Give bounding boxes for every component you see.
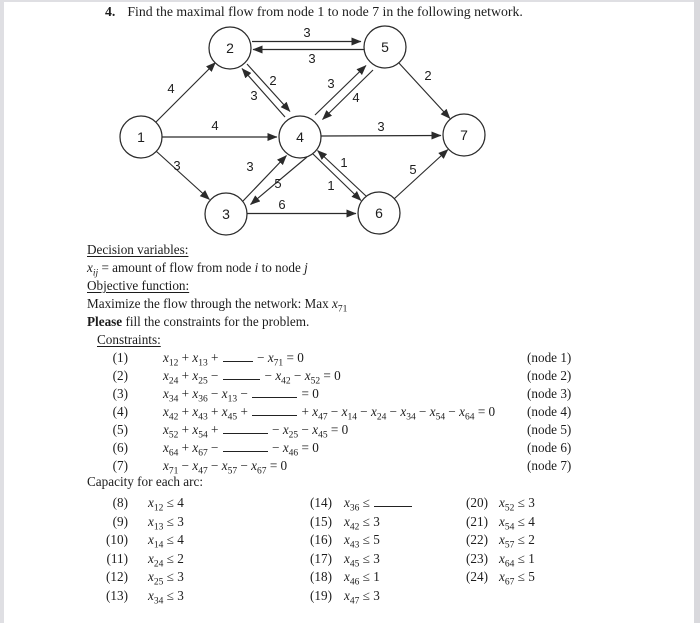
fill-in-blank xyxy=(223,440,268,452)
constraint-equation: $x_{52} + x_{54}$ + − $x_{25} - x_{45} = 0$ xyxy=(163,422,349,441)
capacity-expression: $x_{12} \le 4$ xyxy=(148,495,184,514)
capacity-heading: Capacity for each arc: xyxy=(87,474,204,489)
capacity-expression: $x_{24} \le 2$ xyxy=(148,550,184,570)
capacity-expression: $x_{34} \le 3$ xyxy=(148,587,184,607)
network-edge-4-2 xyxy=(242,69,285,118)
edge-capacity-label-3-6: 6 xyxy=(278,197,286,212)
capacity-item xyxy=(301,550,413,569)
problem-number: 4. xyxy=(105,4,116,19)
constraint-equation: $x_{71} - x_{47} - x_{57} - x_{67} = 0$ xyxy=(163,458,288,477)
constraint-number: (6) xyxy=(112,440,128,455)
node-balance-label: (node 2) xyxy=(527,368,572,383)
capacity-number: (13) xyxy=(106,587,128,603)
capacity-number: (20) xyxy=(466,495,488,510)
objective-function-heading: Objective function: xyxy=(87,278,190,293)
capacity-item xyxy=(457,550,535,569)
capacity-expression: $x_{64} \le 1$ xyxy=(499,550,535,570)
capacity-column-2 xyxy=(301,494,413,606)
capacity-item xyxy=(457,494,535,513)
node-label-4: 4 xyxy=(296,129,304,145)
edge-capacity-label-6-7: 5 xyxy=(409,162,417,177)
capacity-item xyxy=(87,550,184,569)
capacity-number: (12) xyxy=(106,569,128,585)
constraint-number: (5) xyxy=(112,422,128,437)
capacity-item xyxy=(457,531,535,550)
capacity-number: (11) xyxy=(106,550,128,566)
capacity-item xyxy=(457,568,535,587)
fill-in-blank xyxy=(252,386,297,398)
capacity-number: (21) xyxy=(466,513,488,529)
capacity-item xyxy=(301,587,413,606)
capacity-column-3 xyxy=(457,494,535,587)
capacity-expression: $x_{25} \le 3$ xyxy=(148,569,184,589)
capacity-expression: $x_{57} \le 2$ xyxy=(499,532,535,551)
network-edge-4-6 xyxy=(313,154,361,201)
constraints-heading: Constraints: xyxy=(97,332,161,347)
network-edge-1-3 xyxy=(156,151,210,200)
capacity-item xyxy=(301,531,413,550)
edge-capacity-label-4-6: 1 xyxy=(327,178,335,193)
capacity-expression: $x_{13} \le 3$ xyxy=(148,513,184,533)
constraints-list xyxy=(87,349,572,477)
edge-capacity-label-1-4: 4 xyxy=(211,118,219,133)
edge-capacity-label-4-2: 3 xyxy=(250,88,258,103)
node-balance-label: (node 7) xyxy=(527,458,572,473)
capacity-number: (24) xyxy=(466,569,488,585)
capacity-expression: $x_{14} \le 4$ xyxy=(148,532,184,551)
node-label-3: 3 xyxy=(222,206,230,222)
capacity-expression: $x_{46} \le 1$ xyxy=(344,569,380,589)
instruction-rest: fill the constraints for the problem. xyxy=(122,314,310,329)
capacity-number: (22) xyxy=(466,532,488,548)
capacity-number: (15) xyxy=(310,513,332,529)
capacity-item xyxy=(301,568,413,587)
capacity-expression: $x_{54} \le 4$ xyxy=(499,513,535,533)
capacity-number: (19) xyxy=(310,587,332,603)
objective-function-text: Maximize the flow through the network: Max $x_{71}$ xyxy=(87,296,348,315)
capacity-expression: $x_{52} \le 3$ xyxy=(499,495,535,514)
constraint-row xyxy=(87,349,572,369)
fill-in-blank xyxy=(223,422,268,434)
capacity-expression: $x_{43} \le 5$ xyxy=(344,532,380,551)
fill-in-blank xyxy=(223,350,253,362)
constraint-number: (4) xyxy=(112,404,128,419)
capacity-expression: $x_{47} \le 3$ xyxy=(344,587,380,607)
constraint-equation: $x_{42} + x_{43} + x_{45}$ + + $x_{47} - x_{14} - x_{24} - x_{34} - x_{54} - x_{64} = 0$ xyxy=(163,404,496,423)
constraint-number: (1) xyxy=(112,350,128,365)
capacity-column-1 xyxy=(87,494,184,606)
network-edge-6-7 xyxy=(394,150,448,200)
capacity-item xyxy=(87,513,184,532)
constraint-number: (7) xyxy=(112,458,128,473)
node-balance-label: (node 6) xyxy=(527,440,572,455)
constraint-number: (2) xyxy=(112,368,128,383)
capacity-number: (9) xyxy=(112,513,128,529)
edge-capacity-label-2-4: 2 xyxy=(269,73,277,88)
capacity-number: (16) xyxy=(310,532,332,548)
capacity-number: (8) xyxy=(112,495,128,510)
capacity-item xyxy=(457,513,535,532)
node-balance-label: (node 3) xyxy=(527,386,572,401)
edge-capacity-label-1-2: 4 xyxy=(167,81,175,96)
instruction-bold: Please xyxy=(87,314,123,329)
node-label-2: 2 xyxy=(226,40,234,56)
node-label-5: 5 xyxy=(381,39,389,55)
fill-in-blank xyxy=(223,368,261,380)
capacity-number: (18) xyxy=(310,569,332,585)
network-edge-1-2 xyxy=(156,63,216,123)
constraint-row xyxy=(87,439,572,459)
fill-in-blank xyxy=(374,495,412,507)
capacity-number: (10) xyxy=(106,532,128,548)
node-label-1: 1 xyxy=(137,129,145,145)
capacity-item xyxy=(87,587,184,606)
capacity-expression: $x_{67} \le 5$ xyxy=(499,569,535,589)
capacity-number: (14) xyxy=(310,495,332,510)
constraint-equation: $x_{64} + x_{67}$ − − $x_{46} = 0$ xyxy=(163,440,319,459)
capacity-expression: $x_{42} \le 3$ xyxy=(344,513,380,533)
capacity-number: (17) xyxy=(310,550,332,566)
node-balance-label: (node 1) xyxy=(527,350,572,365)
constraint-equation: $x_{24} + x_{25}$ − − $x_{42} - x_{52} = 0$ xyxy=(163,368,341,387)
capacity-expression: $x_{45} \le 3$ xyxy=(344,550,380,570)
edge-capacity-label-2-5: 3 xyxy=(303,25,311,40)
node-balance-label: (node 5) xyxy=(527,422,572,437)
constraint-equation: $x_{34} + x_{36} - x_{13}$ − = 0 xyxy=(163,386,319,405)
constraint-row xyxy=(87,403,572,423)
edge-capacity-label-5-7: 2 xyxy=(424,68,432,83)
problem-description xyxy=(87,241,347,349)
capacity-item xyxy=(87,568,184,587)
decision-variables-heading: Decision variables: xyxy=(87,242,189,257)
network-diagram xyxy=(0,0,700,250)
capacity-item xyxy=(87,494,184,513)
decision-variable-definition: $x_{ij}$ = amount of flow from node i to node j xyxy=(87,260,308,279)
fill-in-blank xyxy=(252,404,297,416)
edge-capacity-label-4-7: 3 xyxy=(377,119,385,134)
constraint-number: (3) xyxy=(112,386,128,401)
capacity-item xyxy=(301,513,413,532)
constraint-row xyxy=(87,385,572,405)
capacity-item xyxy=(87,531,184,550)
constraint-row xyxy=(87,421,572,441)
node-label-6: 6 xyxy=(375,205,383,221)
edge-capacity-label-4-5: 3 xyxy=(327,76,335,91)
capacity-number: (23) xyxy=(466,550,488,566)
edge-capacity-label-6-4: 1 xyxy=(340,155,348,170)
edge-capacity-label-5-2: 3 xyxy=(308,51,316,66)
node-label-7: 7 xyxy=(460,127,468,143)
capacity-item xyxy=(301,494,413,513)
node-balance-label: (node 4) xyxy=(527,404,572,419)
edge-capacity-label-4-3: 5 xyxy=(274,176,282,191)
network-edge-4-7 xyxy=(321,136,441,137)
instruction-line xyxy=(87,313,347,331)
edge-capacity-label-1-3: 3 xyxy=(173,158,181,173)
capacity-expression: $x_{36}$ ≤ xyxy=(344,495,413,510)
edge-capacity-label-5-4: 4 xyxy=(352,90,360,105)
problem-title-text: Find the maximal flow from node 1 to node 7 in the following network. xyxy=(127,4,523,19)
constraint-equation: $x_{12} + x_{13}$ + − $x_{71} = 0$ xyxy=(163,350,304,369)
constraint-row xyxy=(87,367,572,387)
edge-capacity-label-3-4: 3 xyxy=(246,159,254,174)
